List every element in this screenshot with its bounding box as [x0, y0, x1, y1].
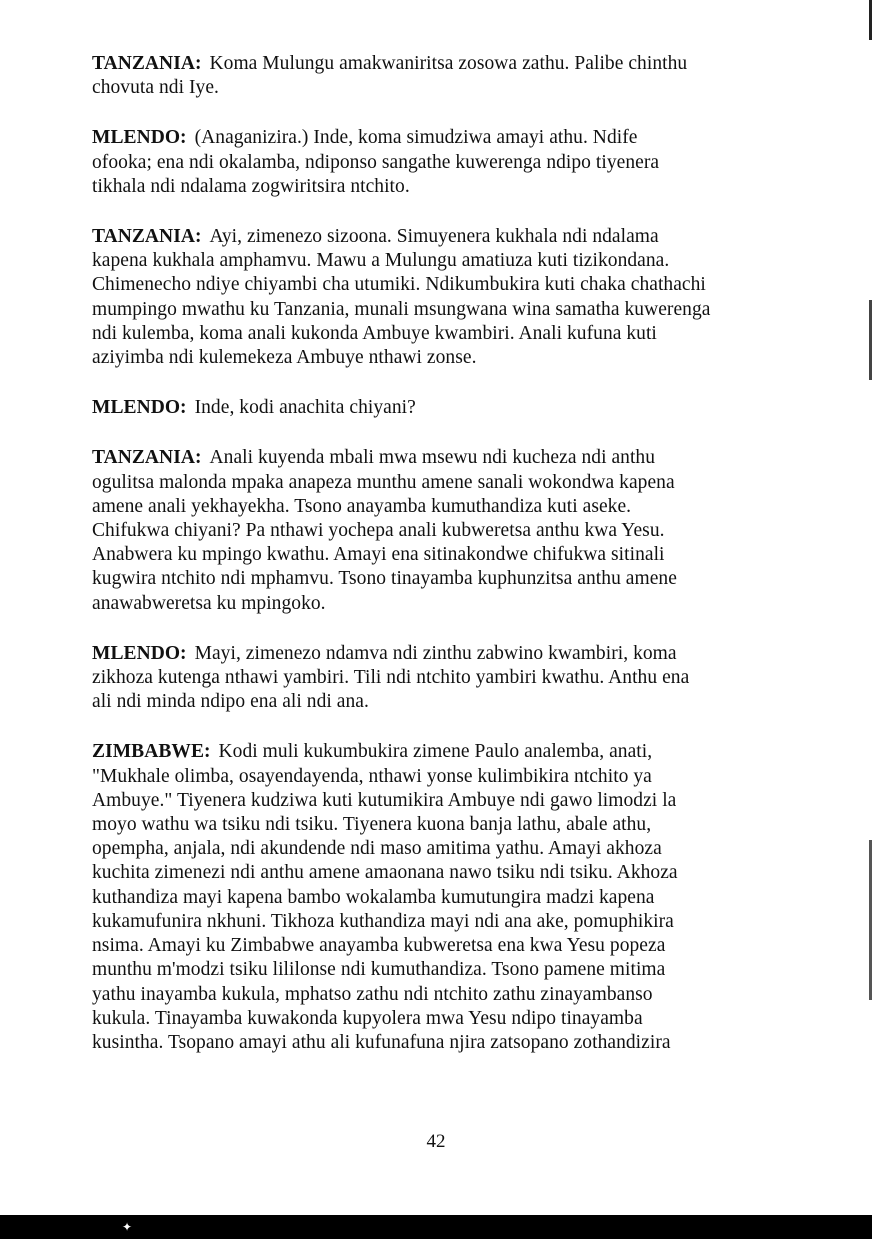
- speaker-label: TANZANIA:: [92, 447, 202, 469]
- speaker-label: MLENDO:: [92, 127, 187, 149]
- dialogue-text: Anali kuyenda mbali mwa msewu ndi kucheza ndi anthu ogulitsa malonda mpaka anapeza munthu amene sanali wokondwa kapena amene anali yekhayekha. Tsono anayamba kumuthandiza kuti aseke. Chifukwa chiyani? Pa nthawi yochepa anali kubweretsa anthu kwa Yesu. Anabwera ku mpingo kwathu. Amayi ena sitinakondwe chifukwa sitinali kugwira ntchito ndi mphamvu. Tsono tinayamba kuphunzitsa anthu amene anawabweretsa ku mpingoko.: [92, 447, 677, 614]
- speaker-label: MLENDO:: [92, 397, 187, 419]
- dialogue-text: Kodi muli kukumbukira zimene Paulo analemba, anati, "Mukhale olimba, osayendayenda, nthawi yonse kulimbikira ntchito ya Ambuye." Tiyenera kudziwa kuti kutumikira Ambuye ndi gawo limodzi la moyo wathu wa tsiku ndi tsiku. Tiyenera kuona banja lathu, abale athu, opempha, anjala, ndi akundende ndi maso amitima yathu. Amayi akhoza kuchita zimenezi ndi anthu amene amaonana nawo tsiku ndi tsiku. Akhoza kuthandiza mayi kapena bambo wokalamba kumutungira madzi kapena kukamufunira nkhuni. Tikhoza kuthandiza mayi ndi ana ake, pomuphikira nsima. Amayi ku Zimbabwe anayamba kubweretsa ena kwa Yesu popeza munthu m'modzi tsiku lililonse ndi kumuthandiza. Tsono pamene mitima yathu inayamba kukula, mphatso zathu ndi ntchito zathu zinayambanso kukula. Tinayamba kuwakonda kupyolera mwa Yesu ndipo tinayamba kusintha. Tsopano amayi athu ali kufunafuna njira zatsopano zothandizira: [92, 741, 678, 1053]
- page-number: 42: [426, 1131, 446, 1152]
- scan-artifact-icon: ✦: [122, 1220, 133, 1234]
- dialogue-text: (Anaganizira.) Inde, koma simudziwa amayi athu. Ndife ofooka; ena ndi okalamba, ndiponso sangathe kuwerenga ndipo tiyenera tikhala ndi ndalama zogwiritsira ntchito.: [92, 127, 660, 197]
- dialogue-text: Ayi, zimenezo sizoona. Simuyenera kukhala ndi ndalama kapena kukhala amphamvu. Mawu a Mulungu amatiuza kuti tizikondana. Chimenecho ndiye chiyambi cha utumiki. Ndikumbukira kuti chaka chathachi mumpingo mwathu ku Tanzania, munali msungwana wina samatha kuwerenga ndi kulemba, koma anali kukonda Ambuye kwambiri. Anali kufuna kuti aziyimba ndi kulemekeza Ambuye nthawi zonse.: [92, 226, 711, 369]
- dialogue-text: Mayi, zimenezo ndamva ndi zinthu zabwino kwambiri, koma zikhoza kutenga nthawi yambiri. Tili ndi ntchito yambiri kwathu. Anthu ena ali ndi minda ndipo ena ali ndi ana.: [92, 642, 690, 713]
- dialogue-paragraph: [92, 446, 822, 615]
- dialogue-text: Koma Mulungu amakwaniritsa zosowa zathu. Palibe chinthu chovuta ndi Iye.: [92, 53, 688, 99]
- speaker-label: MLENDO:: [92, 642, 187, 664]
- dialogue-paragraph: [92, 396, 822, 420]
- dialogue-paragraph: [92, 126, 822, 199]
- speaker-label: TANZANIA:: [92, 226, 202, 248]
- dialogue-paragraph: [92, 740, 822, 1055]
- speaker-label: ZIMBABWE:: [92, 741, 211, 763]
- speaker-label: TANZANIA:: [92, 53, 202, 74]
- dialogue-paragraph: [92, 642, 822, 715]
- page-body: [92, 52, 822, 1081]
- dialogue-paragraph: [92, 225, 822, 370]
- dialogue-text: Inde, kodi anachita chiyani?: [194, 397, 416, 419]
- dialogue-paragraph: [92, 52, 822, 100]
